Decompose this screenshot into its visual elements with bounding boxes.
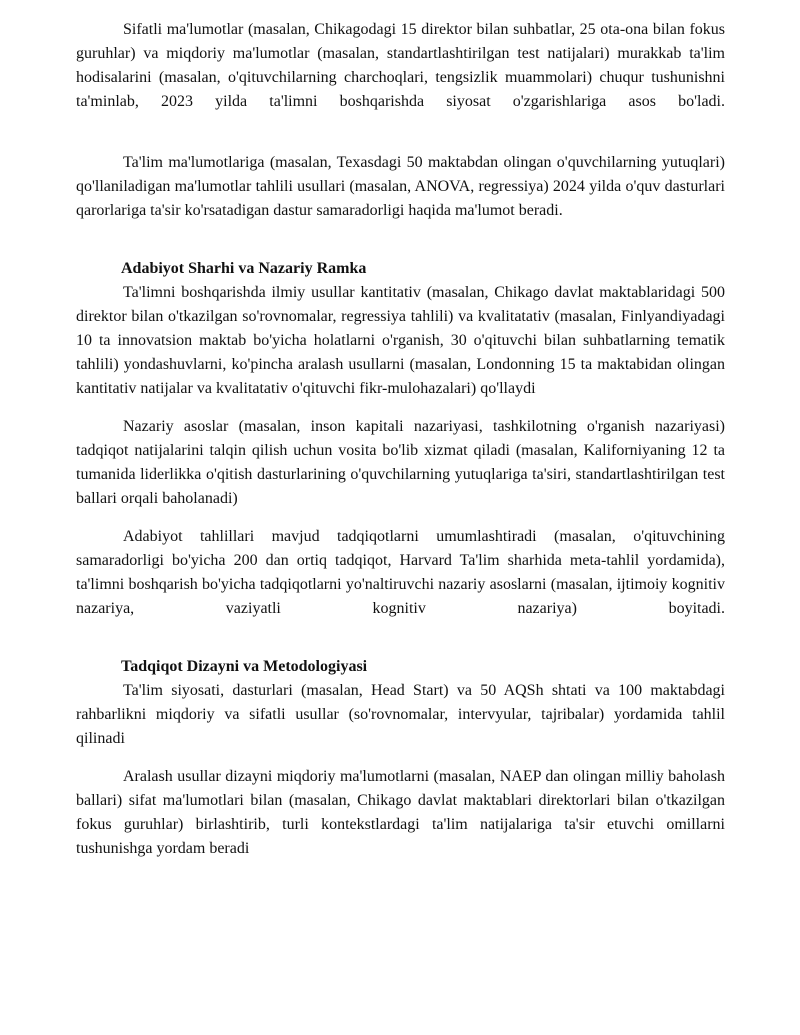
literature-heading: Adabiyot Sharhi va Nazariy Ramka <box>121 260 367 277</box>
literature-paragraph-1: Ta'limni boshqarishda ilmiy usullar kantitativ (masalan, Chikago davlat maktablaridagi 500 direktor bilan o'tkazilgan so'rovnomalar, regressiya tahlili) va kvalitatativ (masalan, Finlyandiyadagi 10 ta innovatsion maktab bo'yicha holatlarni o'rganish, 30 o'qituvchi bilan suhbatlarning tematik tahlili) yondashuvlarni, ko'pincha aralash usullarni (masalan, Londonning 15 ta maktabidan olingan kantitativ natijalar va kvalitatativ o'qituvchi fikr-mulohazalari) qo'llaydi <box>76 284 725 397</box>
intro-paragraph-1: Sifatli ma'lumotlar (masalan, Chikagodagi 15 direktor bilan suhbatlar, 25 ota-ona bilan fokus guruhlar) va miqdoriy ma'lumotlar (masalan, standartlashtirilgan test natijalari) murakkab ta'lim hodisalarini (masalan, o'qituvchilarning charchoqlari, tengsizlik muammolari) chuqur tushunishni ta'minlab, 2023 yilda ta'limni boshqarishda siyosat o'zgarishlariga asos bo'ladi. <box>76 21 725 110</box>
intro-paragraph-2: Ta'lim ma'lumotlariga (masalan, Texasdagi 50 maktabdan olingan o'quvchilarning yutuqlari) qo'llaniladigan ma'lumotlar tahlili usullari (masalan, ANOVA, regressiya) 2024 yilda o'quv dasturlari qarorlariga ta'sir ko'rsatadigan dastur samaradorligi haqida ma'lumot beradi. <box>76 154 725 219</box>
literature-paragraph-2: Nazariy asoslar (masalan, inson kapitali nazariyasi, tashkilotning o'rganish nazariyasi) tadqiqot natijalarini talqin qilish uchun vosita bo'lib xizmat qiladi (masalan, Kaliforniyaning 12 ta tumanida liderlikka o'qitish dasturlarining o'quvchilarning yutuqlariga ta'siri, standartlashtirilgan test ballari orqali baholanadi) <box>76 418 725 507</box>
methodology-paragraph-1: Ta'lim siyosati, dasturlari (masalan, Head Start) va 50 AQSh shtati va 100 maktabdagi rahbarlikni miqdoriy va sifatli usullar (so'rovnomalar, intervyular, tajribalar) yordamida tahlil qilinadi <box>76 682 725 747</box>
literature-paragraph-3: Adabiyot tahlillari mavjud tadqiqotlarni umumlashtiradi (masalan, o'qituvchining samaradorligi bo'yicha 200 dan ortiq tadqiqot, Harvard Ta'lim sharhida meta-tahlil yordamida), ta'limni boshqarish bo'yicha tadqiqotlarni yo'naltiruvchi nazariy asoslarni (masalan, ijtimoiy kognitiv nazariya, vaziyatli kognitiv nazariya) boyitadi. <box>76 528 725 617</box>
methodology-paragraph-2: Aralash usullar dizayni miqdoriy ma'lumotlarni (masalan, NAEP dan olingan milliy baholash ballari) sifat ma'lumotlari bilan (masalan, Chikago davlat maktablari direktorlari bilan o'tkazilgan fokus guruhlar) birlashtirib, turli kontekstlardagi ta'lim natijalariga ta'sir etuvchi omillarni tushunishga yordam beradi <box>76 768 725 857</box>
methodology-heading: Tadqiqot Dizayni va Metodologiyasi <box>121 658 368 675</box>
document-page <box>76 18 725 861</box>
